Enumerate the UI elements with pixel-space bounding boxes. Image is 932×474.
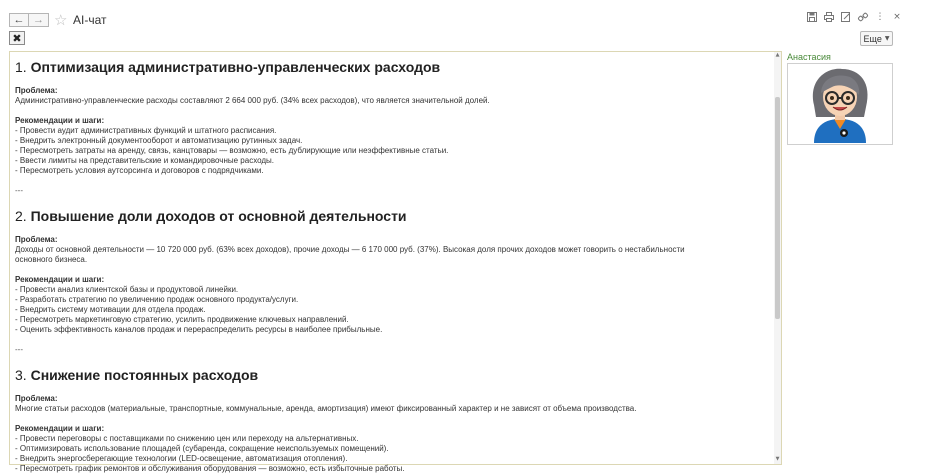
problem-text: Многие статьи расходов (материальные, транспортные, коммунальные, аренда, амортизация) имеют фиксированный характер и не зависят от объема производства.: [15, 404, 637, 413]
step-item: - Ввести лимиты на представительские и командировочные расходы.: [15, 156, 275, 165]
navigation-buttons: [9, 13, 49, 27]
assistant-avatar: [787, 63, 893, 145]
step-item: - Пересмотреть условия аутсорсинга и договоров с подрядчиками.: [15, 166, 264, 175]
chevron-down-icon: ▼: [884, 35, 890, 42]
step-item: - Внедрить электронный документооборот и автоматизацию рутинных задач.: [15, 136, 303, 145]
scroll-up-icon[interactable]: ▲: [775, 52, 780, 58]
step-item: - Внедрить энергосберегающие технологии (LED-освещение, автоматизация отопления).: [15, 454, 348, 463]
save-icon[interactable]: [807, 12, 817, 22]
step-item: - Оптимизировать использование площадей (субаренда, сокращение неиспользуемых помещений).: [15, 444, 389, 453]
steps-label: Рекомендации и шаги:: [15, 116, 105, 125]
section-separator: ---: [15, 345, 23, 354]
problem-label: Проблема:: [15, 235, 58, 244]
step-item: - Провести аудит административных функций и штатного расписания.: [15, 126, 277, 135]
step-item: - Провести анализ клиентской базы и продуктовой линейки.: [15, 285, 239, 294]
arrow-right-icon: →: [33, 14, 44, 26]
close-icon[interactable]: ×: [893, 12, 901, 22]
step-item: - Пересмотреть маркетинговую стратегию, усилить продвижение ключевых направлений.: [15, 315, 349, 324]
response-content: [15, 57, 770, 474]
problem-label: Проблема:: [15, 394, 58, 403]
star-icon[interactable]: ☆: [54, 11, 68, 29]
step-item: - Пересмотреть затраты на аренду, связь, канцтовары — возможно, есть дублирующие или неэффективные статьи.: [15, 146, 449, 155]
assistant-name: Анастасия: [787, 52, 831, 62]
vertical-scrollbar[interactable]: [774, 52, 781, 464]
section-heading: 2. Повышение доли доходов от основной деятельности: [15, 208, 407, 224]
assistant-avatar-icon: [804, 65, 876, 143]
tools-button[interactable]: [9, 31, 25, 45]
section-heading: 3. Снижение постоянных расходов: [15, 367, 259, 383]
problem-text: основного бизнеса.: [15, 255, 88, 264]
steps-label: Рекомендации и шаги:: [15, 275, 105, 284]
chat-response-area[interactable]: [9, 51, 782, 473]
step-item: - Внедрить систему мотивации для отдела продаж.: [15, 305, 206, 314]
section-heading: 1. Оптимизация административно-управленческих расходов: [15, 59, 441, 75]
more-vertical-icon[interactable]: ⋮: [875, 12, 885, 22]
tools-icon: ✖: [12, 31, 22, 45]
link-icon[interactable]: [858, 12, 868, 22]
step-item: - Оценить эффективность каналов продаж и перераспределить ресурсы в наиболее прибыльные.: [15, 325, 383, 334]
scroll-thumb[interactable]: [775, 97, 780, 319]
print-icon[interactable]: [824, 12, 834, 22]
scroll-down-icon[interactable]: ▼: [775, 456, 780, 462]
problem-label: Проблема:: [15, 86, 58, 95]
more-label: Еще: [863, 33, 882, 44]
steps-label: Рекомендации и шаги:: [15, 424, 105, 433]
window-title: AI-чат: [73, 13, 107, 27]
window-actions: [807, 12, 902, 22]
problem-text: Административно-управленческие расходы составляют 2 664 000 руб. (34% всех расходов), что является значительной долей.: [15, 96, 490, 105]
section-separator: ---: [15, 186, 23, 195]
more-button[interactable]: [860, 31, 893, 46]
step-item: - Пересмотреть график ремонтов и обслуживания оборудования — возможно, есть избыточные работы.: [15, 464, 405, 473]
problem-text: Доходы от основной деятельности — 10 720 000 руб. (63% всех доходов), прочие доходы — 6 170 000 руб. (37%). Высокая доля прочих доходов может говорить о нестабильности: [15, 245, 685, 254]
step-item: - Провести переговоры с поставщиками по снижению цен или переходу на альтернативных.: [15, 434, 359, 443]
step-item: - Разработать стратегию по увеличению продаж основного продукта/услуги.: [15, 295, 299, 304]
back-button[interactable]: [9, 13, 29, 27]
arrow-left-icon: ←: [13, 14, 25, 26]
edit-icon[interactable]: [841, 12, 851, 22]
forward-button[interactable]: [29, 13, 49, 27]
